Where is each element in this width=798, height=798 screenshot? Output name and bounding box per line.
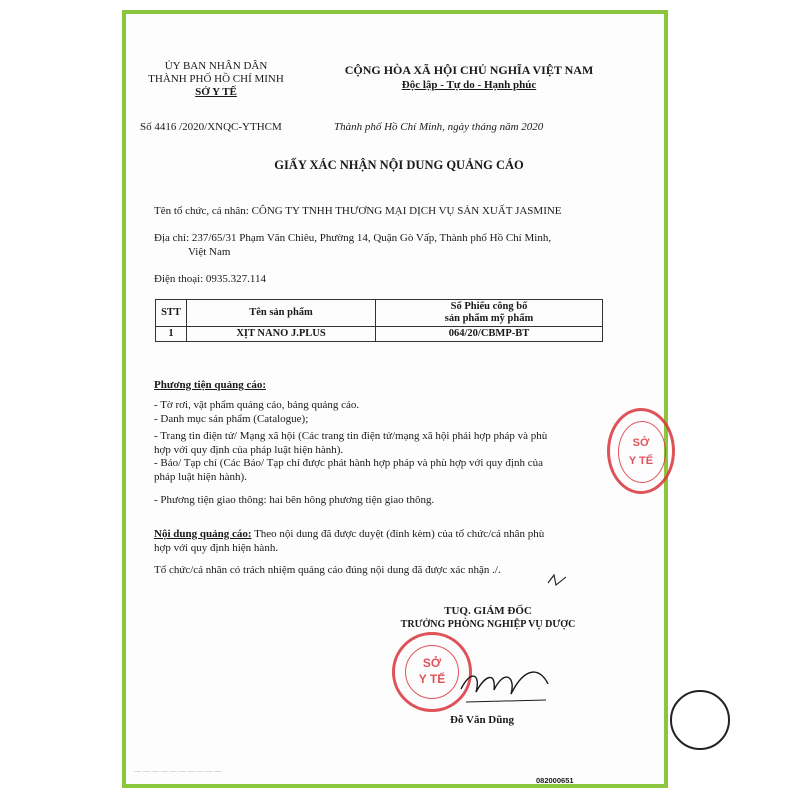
- row-product-name: XỊT NANO J.PLUS: [187, 327, 376, 342]
- signature-title2: TRƯỞNG PHÒNG NGHIỆP VỤ DƯỢC: [400, 619, 576, 630]
- header-code: [376, 300, 603, 327]
- media-item: - Trang tin điện tử/ Mạng xã hội (Các trang tin điện tử/mạng xã hội phải hợp pháp và phù: [154, 430, 548, 442]
- national-header: [326, 63, 612, 93]
- document-number: Số 4416 /2020/XNQC-YTHCM: [140, 121, 282, 133]
- media-item: - Tờ rơi, vật phẩm quảng cáo, bảng quảng cáo.: [154, 399, 360, 411]
- header-code-line1: Số Phiếu công bố: [450, 301, 528, 312]
- organization-line: Tên tổ chức, cá nhân: CÔNG TY TNHH THƯƠNG MẠI DỊCH VỤ SẢN XUẤT JASMINE: [154, 205, 562, 217]
- initial-mark: [546, 571, 568, 589]
- stamp-text-bottom: Y TẾ: [418, 672, 446, 686]
- phone-line: Điện thoại: 0935.327.114: [154, 273, 267, 285]
- side-stamp-text-top: SỞ: [632, 437, 650, 449]
- handwritten-signature: [456, 654, 556, 714]
- issuer-line2: THÀNH PHỐ HỒ CHÍ MINH: [148, 73, 284, 85]
- header-product-name: Tên sản phẩm: [187, 300, 376, 327]
- media-heading: Phương tiện quảng cáo:: [154, 379, 267, 391]
- signature-block: [388, 605, 588, 631]
- national-title: CỘNG HÒA XÃ HỘI CHỦ NGHĨA VIỆT NAM: [344, 63, 594, 77]
- header-code-line2: sản phẩm mỹ phẩm: [444, 313, 534, 324]
- document-date: Thành phố Hồ Chí Minh, ngày tháng năm 2020: [334, 121, 544, 133]
- document-frame: [122, 10, 668, 788]
- faint-footer: — — — — — — — — — —: [134, 768, 222, 775]
- serial-number: 082000651: [536, 776, 574, 785]
- document-title: GIẤY XÁC NHẬN NỘI DUNG QUẢNG CÁO: [274, 158, 524, 172]
- national-motto: Độc lập - Tự do - Hạnh phúc: [401, 79, 537, 91]
- media-list: [154, 399, 547, 508]
- scroll-handle[interactable]: [670, 690, 730, 750]
- content-line1: Theo nội dung đã được duyệt (đính kèm) của tổ chức/cá nhân phù: [251, 528, 545, 540]
- content-line2: hợp với quy định hiện hành.: [154, 542, 279, 554]
- side-stamp-text-bottom: Y TẾ: [628, 455, 654, 467]
- signer-name: Đỗ Văn Dũng: [450, 714, 514, 726]
- issuer-line1: ỦY BAN NHÂN DÂN: [164, 60, 268, 72]
- content-label: Nội dung quảng cáo:: [154, 528, 252, 540]
- row-stt: 1: [156, 327, 187, 342]
- product-table: [155, 299, 603, 342]
- header-stt: STT: [156, 300, 187, 327]
- media-item: - Báo/ Tạp chí (Các Báo/ Tạp chí được phát hành hợp pháp và phù hợp với quy định của: [154, 457, 543, 469]
- row-code: 064/20/CBMP-BT: [376, 327, 603, 342]
- table-row: [156, 327, 603, 342]
- content-block: [154, 527, 544, 577]
- document-paper: [126, 14, 664, 784]
- media-item: hợp với quy định của pháp luật hiện hành).: [154, 443, 344, 456]
- issuer-line3: SỞ Y TẾ: [195, 86, 237, 98]
- stamp-text-top: SỞ: [422, 656, 442, 670]
- address-line2: Việt Nam: [188, 246, 231, 258]
- media-item: - Phương tiện giao thông: hai bên hông phương tiện giao thông.: [154, 494, 435, 506]
- responsibility-line: Tổ chức/cá nhân có trách nhiệm quảng cáo đúng nội dung đã được xác nhận ./.: [154, 564, 501, 576]
- table-header-row: [156, 300, 603, 327]
- signature-title1: TUQ. GIÁM ĐỐC: [444, 605, 532, 617]
- address-line1: Địa chỉ: 237/65/31 Phạm Văn Chiêu, Phường 14, Quận Gò Vấp, Thành phố Hồ Chí Minh,: [154, 232, 552, 244]
- issuer-block: [126, 60, 306, 99]
- media-item: pháp luật hiện hành).: [154, 470, 247, 483]
- side-stamp: [607, 408, 675, 494]
- media-item: - Danh mục sản phẩm (Catalogue);: [154, 412, 309, 425]
